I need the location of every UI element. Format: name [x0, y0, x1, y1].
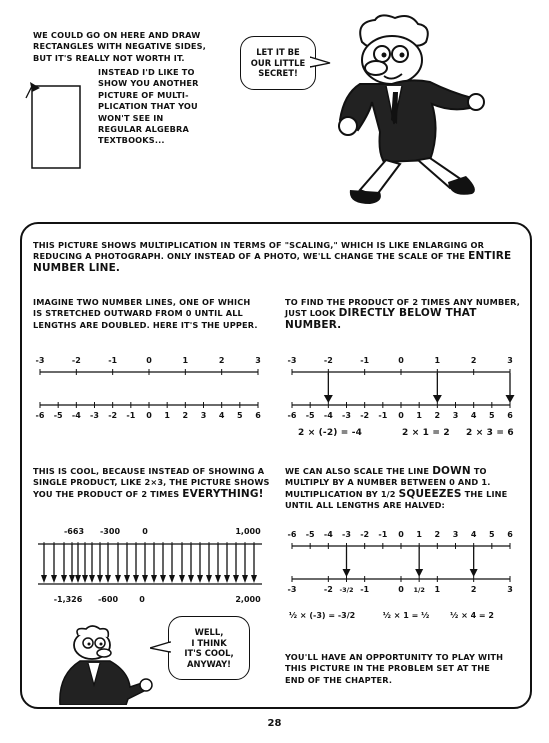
panel-intro — [33, 240, 513, 274]
speech-bubble-cool — [168, 616, 250, 680]
lower-tick-label: 4 — [470, 411, 477, 420]
number-line-halving — [282, 524, 522, 630]
upper-tick-label: 2 — [218, 356, 225, 365]
small-professor-illustration — [30, 625, 160, 705]
top-paragraph-2 — [98, 67, 228, 147]
lower-tick-label: 5 — [237, 411, 243, 420]
lower-tick-label: 0 — [146, 411, 152, 420]
lower-tick-label: -1 — [360, 585, 370, 594]
lower-tick-label: 2 — [182, 411, 189, 420]
left-text-2-emphasis: EVERYTHING! — [182, 487, 264, 500]
rectangle-diagram — [22, 74, 92, 174]
lower-value-label: -600 — [97, 595, 119, 604]
top-paragraph-2-line: INSTEAD I'D LIKE TO — [98, 67, 195, 77]
product-3: 2 × 3 = 6 — [466, 428, 514, 438]
upper-tick-label: -1 — [360, 356, 370, 365]
right-text-1-part: JUST LOOK — [285, 308, 339, 319]
right-text-1 — [285, 297, 525, 331]
scale-arrow-head — [51, 575, 57, 583]
upper-tick-label: 0 — [398, 530, 404, 539]
halving-arrow-head — [343, 569, 351, 577]
closing-text-line: END OF THE CHAPTER. — [285, 674, 393, 685]
lower-tick-label: -3 — [287, 585, 297, 594]
bubble-tail-2 — [150, 640, 172, 656]
upper-value-label: -300 — [99, 527, 121, 536]
top-paragraph-2-line: WON'T SEE IN — [98, 112, 164, 123]
upper-tick-label: 2 — [434, 530, 441, 539]
upper-tick-label: -3 — [342, 530, 351, 539]
left-text-2-part: THIS IS COOL, BECAUSE INSTEAD OF SHOWING A — [33, 466, 265, 476]
product-1: 2 × (-2) = -4 — [298, 428, 363, 438]
right-text-2-h: UNTIL ALL LENGTHS ARE HALVED: — [285, 500, 445, 511]
panel-intro-emphasis: ENTIRE NUMBER LINE. — [33, 250, 512, 274]
lower-value-label: 2,000 — [235, 595, 261, 604]
lower-tick-label: -5 — [53, 411, 63, 420]
upper-value-label: 1,000 — [235, 527, 261, 536]
scale-arrow-head — [82, 575, 88, 583]
scale-arrow-head — [215, 575, 221, 583]
left-text-1-line: IMAGINE TWO NUMBER LINES, ONE OF WHICH — [33, 297, 251, 307]
right-text-2 — [285, 466, 525, 512]
lower-tick-label: -5 — [305, 411, 315, 420]
top-paragraph-2-line: SHOW YOU ANOTHER — [98, 78, 199, 89]
halving-arrow-head — [470, 569, 478, 577]
upper-tick-label: -2 — [71, 356, 81, 365]
bubble-secret-line: LET IT BE — [256, 47, 300, 58]
scale-arrow-head — [115, 575, 121, 583]
upper-tick-label: 1 — [182, 356, 189, 365]
right-text-2-c: TO — [470, 466, 487, 476]
lower-value-label: -1,326 — [53, 595, 83, 604]
right-text-1-emphasis: DIRECTLY BELOW THAT NUMBER. — [285, 307, 477, 331]
upper-tick-label: 3 — [507, 356, 513, 365]
lower-tick-label: -6 — [35, 411, 45, 420]
lower-tick-label: -4 — [71, 411, 81, 420]
scale-arrow-head — [224, 575, 230, 583]
page-number: 28 — [267, 718, 282, 729]
right-text-2-d: MULTIPLY BY A NUMBER BETWEEN 0 AND 1. — [285, 477, 491, 488]
left-text-2-part: SINGLE PRODUCT, LIKE 2×3, THE PICTURE SHOWS — [33, 477, 270, 488]
top-paragraph-2-line: TEXTBOOKS... — [98, 135, 165, 146]
number-line-doubling-right — [282, 350, 522, 420]
lower-tick-label: 5 — [489, 411, 495, 420]
scale-arrow-head — [41, 575, 47, 583]
lower-tick-label: 4 — [218, 411, 225, 420]
upper-tick-label: -5 — [305, 530, 315, 539]
half-product: ½ × (-3) = -3/2 — [288, 611, 356, 620]
bubble-cool-line: I THINK — [191, 637, 227, 648]
left-text-2 — [33, 466, 278, 500]
left-text-2-part: YOU THE PRODUCT OF 2 TIMES — [33, 488, 183, 499]
lower-tick-label: 3 — [200, 411, 207, 420]
scale-arrow-head — [151, 575, 157, 583]
lower-tick-label: -3 — [90, 411, 99, 420]
top-paragraph-2-line: PLICATION THAT YOU — [98, 101, 198, 112]
lower-tick-label: -2 — [323, 585, 333, 594]
lower-tick-label: 0 — [398, 411, 404, 420]
lower-tick-label: -3 — [342, 411, 351, 420]
upper-tick-label: 6 — [507, 530, 513, 539]
scale-arrow-head — [105, 575, 111, 583]
scale-arrow-head — [124, 575, 130, 583]
closing-text-line: YOU'LL HAVE AN OPPORTUNITY TO PLAY WITH — [285, 652, 504, 662]
scale-arrow-head — [142, 575, 148, 583]
number-line-many-arrows — [30, 522, 270, 612]
upper-tick-label: 5 — [489, 530, 495, 539]
scale-arrow-head — [169, 575, 175, 583]
lower-tick-label: 2 — [434, 411, 441, 420]
lower-tick-label: -3/2 — [339, 586, 354, 594]
left-text-1-line: IS STRETCHED OUTWARD FROM 0 UNTIL ALL — [33, 308, 243, 319]
scale-arrow-head — [233, 575, 239, 583]
professor-character-illustration — [300, 12, 500, 212]
half-product: ½ × 4 = 2 — [450, 611, 494, 620]
halving-arrow-head — [415, 569, 423, 577]
scale-arrow-head — [242, 575, 248, 583]
product-arrow-head — [324, 395, 333, 403]
panel-intro-text: THIS PICTURE SHOWS MULTIPLICATION IN TERMS OF "SCALING," WHICH IS LIKE ENLARGING OR REDUCING A PHOTOGRAPH. ONLY INSTEAD OF A PHOTO, WE'LL CHANGE THE SCALE OF THE — [33, 240, 485, 262]
upper-tick-label: 0 — [398, 356, 404, 365]
right-text-1-part: TO FIND THE PRODUCT OF 2 TIMES ANY NUMBER, — [285, 297, 520, 307]
bubble-cool-line: IT'S COOL, — [184, 648, 234, 658]
scale-arrow-head — [251, 575, 257, 583]
top-paragraph-2-line: REGULAR ALGEBRA — [98, 124, 189, 135]
upper-tick-label: 3 — [452, 530, 459, 539]
scale-arrow-head — [188, 575, 194, 583]
upper-tick-label: 1 — [434, 356, 441, 365]
scale-arrow-head — [206, 575, 212, 583]
upper-tick-label: -4 — [323, 530, 333, 539]
lower-tick-label: -2 — [108, 411, 118, 420]
lower-tick-label: 1 — [434, 585, 441, 594]
scale-arrow-head — [197, 575, 203, 583]
upper-tick-label: 3 — [255, 356, 261, 365]
lower-tick-label: 1/2 — [413, 586, 425, 594]
lower-tick-label: 3 — [452, 411, 459, 420]
scale-arrow-head — [75, 575, 81, 583]
lower-tick-label: 0 — [398, 585, 404, 594]
scale-arrow-head — [89, 575, 95, 583]
bubble-secret-line: SECRET! — [258, 68, 298, 79]
left-text-1-line: LENGTHS ARE DOUBLED. HERE IT'S THE UPPER. — [33, 319, 258, 330]
upper-value-label: -663 — [63, 527, 85, 536]
lower-tick-label: -1 — [378, 411, 388, 420]
top-paragraph-1: WE COULD GO ON HERE AND DRAW RECTANGLES WITH NEGATIVE SIDES, BUT IT'S REALLY NOT WORTH IT. — [33, 30, 206, 63]
upper-tick-label: 1 — [416, 530, 422, 539]
scale-arrow-head — [97, 575, 103, 583]
right-text-2-g: THE LINE — [461, 488, 508, 499]
lower-tick-label: -1 — [126, 411, 136, 420]
right-text-2-a: WE CAN ALSO SCALE THE LINE — [285, 466, 433, 476]
scale-arrow-head — [61, 575, 67, 583]
lower-tick-label: 2 — [470, 585, 477, 594]
product-arrow-head — [506, 395, 515, 403]
upper-tick-label: -3 — [287, 356, 297, 365]
scale-arrow-head — [69, 575, 75, 583]
half-product: ½ × 1 = ½ — [382, 611, 430, 620]
lower-tick-label: 6 — [255, 411, 261, 420]
lower-value-label: 0 — [139, 595, 145, 604]
upper-tick-label: -6 — [287, 530, 297, 539]
product-2: 2 × 1 = 2 — [402, 428, 450, 438]
upper-tick-label: -1 — [378, 530, 388, 539]
number-line-doubling-left — [30, 350, 270, 420]
product-arrow-head — [433, 395, 442, 403]
scale-arrow-head — [133, 575, 139, 583]
scale-arrow-head — [160, 575, 166, 583]
closing-text — [285, 652, 515, 686]
bubble-secret-line: OUR LITTLE — [250, 57, 306, 68]
upper-tick-label: -2 — [323, 356, 333, 365]
right-text-2-down: DOWN — [432, 465, 471, 477]
upper-tick-label: -2 — [360, 530, 370, 539]
lower-tick-label: 6 — [507, 411, 513, 420]
lower-tick-label: 1 — [164, 411, 170, 420]
bubble-cool-line: ANYWAY! — [187, 658, 231, 669]
upper-value-label: 0 — [142, 527, 148, 536]
upper-tick-label: 4 — [470, 530, 477, 539]
upper-tick-label: -1 — [108, 356, 118, 365]
right-text-2-squeezes: SQUEEZES — [398, 487, 462, 500]
lower-tick-label: 1 — [416, 411, 422, 420]
closing-text-line: THIS PICTURE IN THE PROBLEM SET AT THE — [285, 663, 491, 674]
top-paragraph-2-line: PICTURE OF MULTI- — [98, 89, 189, 100]
lower-tick-label: -2 — [360, 411, 370, 420]
left-text-1 — [33, 297, 278, 331]
upper-tick-label: 0 — [146, 356, 152, 365]
lower-tick-label: 3 — [507, 585, 513, 594]
right-text-2-e: MULTIPLICATION BY 1/2 — [285, 488, 399, 499]
lower-tick-label: -4 — [323, 411, 333, 420]
upper-tick-label: -3 — [35, 356, 45, 365]
lower-tick-label: -6 — [287, 411, 297, 420]
upper-tick-label: 2 — [470, 356, 477, 365]
bubble-cool-line: WELL, — [194, 627, 224, 637]
scale-arrow-head — [179, 575, 185, 583]
